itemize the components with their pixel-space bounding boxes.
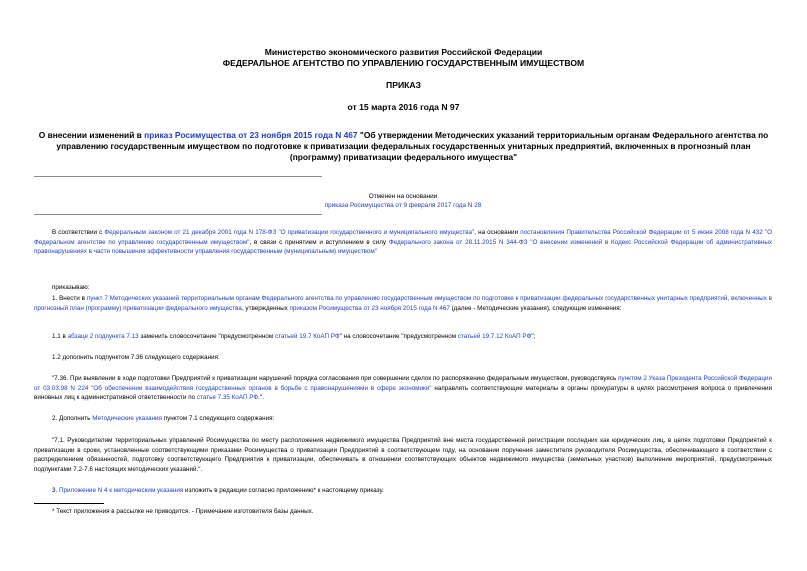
decree-432-link[interactable]: постановления Правительства Российской Федерации от 5 июня 2008 года N 432 "О Федеральном агентстве по управлению государственным имуществом" (34, 229, 772, 246)
preamble-paragraph: В соответствии с Федеральным законом от 21 декабря 2001 года N 178-ФЗ "О приватизации государственного и муниципального имущества", на основании постановления Правительства Российской Федерации от 5 июня 2008 года N 432 "О Федеральном агентстве по управлению государственным имуществом", в связи с принятием и вступлением в силу Федерального закона от 28.11.2015 N 344-ФЗ "О внесении изменений в Кодекс Российской Федерации об административных правонарушениях в части повышения эффективности управления государственным (муниципальным) имуществом" (34, 229, 772, 256)
guidelines-link[interactable]: Методические указания (92, 415, 162, 422)
item-1-order-link[interactable]: приказом Росимущества от 23 ноября 2015 года N 467 (289, 304, 450, 312)
agency-name: ФЕДЕРАЛЬНОЕ АГЕНТСТВО ПО УПРАВЛЕНИЮ ГОСУДАРСТВЕННЫМ ИМУЩЕСТВОМ (222, 58, 585, 68)
divider-top (34, 176, 322, 177)
item-1-guidelines-link[interactable]: пункт 7 Методических указаний территориальным органам Федерального агентства по управлению государственным имуществом по подготовке к приватизации федеральных государственных унитарных предприятий, включенных в прогнозный план (программу) приватизации федерального имущества (34, 295, 772, 312)
cancel-note: Отменен на основании (368, 193, 438, 200)
document-type: ПРИКАЗ (386, 80, 421, 90)
document-title: О внесении изменений в приказ Росимущества от 23 ноября 2015 года N 467 "Об утверждении Методических указаний территориальным органам Федерального агентства по управлению государственным имуществом по подготовке к приватизации федеральных государственных унитарных предприятий, включенных в прогнозный план (программу) приватизации федерального имущества" (38, 130, 769, 162)
article-7-35-link[interactable]: статье 7.35 КоАП РФ (196, 394, 259, 402)
item-1: 1. Внести в пункт 7 Методических указаний территориальным органам Федерального агентства по управлению государственным имуществом по подготовке к приватизации федеральных государственных унитарных предприятий, включенных в прогнозный план (программу) приватизации федерального имущества, утвержденных приказом Росимущества от 23 ноября 2015 года N 467 (далее - Методические указания), следующие изменения: (34, 295, 772, 312)
law-178-link[interactable]: Федеральным законом от 21 декабря 2001 года N 178-ФЗ "О приватизации государственного и муниципального имущества" (104, 229, 475, 236)
document-date-number: от 15 марта 2016 года N 97 (347, 102, 460, 112)
item-1-1: 1.1 в абзаце 2 подпункта 7.13 заменить словосочетание "предусмотренном статьей 19.7 КоАП РФ" на словосочетание "предусмотренном статьей 19.7.12 КоАП РФ"; (52, 333, 536, 340)
article-19-7-link[interactable]: статьей 19.7 КоАП РФ (274, 333, 340, 340)
footnote: * Текст приложения в рассылке не приводится. - Примечание изготовителя базы данных. (52, 508, 314, 515)
quote-7-36: "7.36. При выявлении в ходе подготовки Предприятий к приватизации нарушений порядка согласования при совершении сделок по распоряжению федеральным имуществом, руководствуясь пунктом 2 Указа Президента Российской Федерации от 03.03.98 N 224 "Об обеспечении взаимодействия государственных органов в борьбе с правонарушениями в сфере экономики" направлять соответствующие материалы в органы прокуратуры в целях рассмотрения вопроса о привлечении виновных лиц к административной ответственности по статье 7.35 КоАП РФ.". (34, 375, 772, 402)
subparagraph-link[interactable]: абзаце 2 подпункта 7.13 (67, 333, 139, 340)
item-2: 2. Дополнить Методические указания пунктом 7.1 следующего содержания: (52, 415, 275, 422)
order-word: приказываю: (52, 284, 90, 291)
article-19-7-12-link[interactable]: статьей 19.7.12 КоАП РФ (457, 333, 532, 340)
title-link[interactable]: приказ Росимущества от 23 ноября 2015 года N 467 (144, 130, 358, 140)
item-1-2: 1.2 дополнить подпунктом 7.36 следующего содержания: (52, 354, 220, 361)
law-344-link[interactable]: Федерального закона от 28.11.2015 N 344-ФЗ "О внесении изменений в Кодекс Российской Федерации об административных правонарушениях в части повышения эффективности управления государственным (муниципальным) имуществом" (34, 238, 772, 256)
divider-bottom (34, 214, 322, 215)
item-3: 3. Приложение N 4 к методическим указания изложить в редакции согласно приложению* к настоящему приказу. (52, 487, 384, 494)
decree-224-link[interactable]: пунктом 2 Указа Президента Российской Федерации от 03.03.98 N 224 "Об обеспечении взаимодействия государственных органов в борьбе с правонарушениями в сфере экономики" (34, 375, 772, 392)
ministry-name: Министерство экономического развития Российской Федерации (264, 47, 543, 57)
appendix-4-link[interactable]: Приложение N 4 к методическим указания (59, 487, 184, 494)
quote-7-1: "7.1. Руководителям территориальных управлений Росимущества по месту расположения недвижимого имущества Предприятий вне места государственной регистрации последних как юридических лиц, в целях подготовки Предприятий к приватизации в сроки, установленные соответствующими приказами Росимущества о приватизации Предприятий в соответствующем году, на основании поручения заместителя руководителя Росимущества, обеспечивающего в соответствии с распределением обязанностей, подготовку соответствующего Предприятия к приватизации, обеспечивать в отношении соответствующих объектов недвижимого имущества (земельных участков) выполнение мероприятий, предусмотренных подпунктами 7.2-7.6 настоящих методических указаний.". (34, 437, 772, 473)
footnote-divider (34, 503, 104, 504)
cancel-link[interactable]: приказа Росимущества от 9 февраля 2017 года N 28 (324, 202, 482, 209)
